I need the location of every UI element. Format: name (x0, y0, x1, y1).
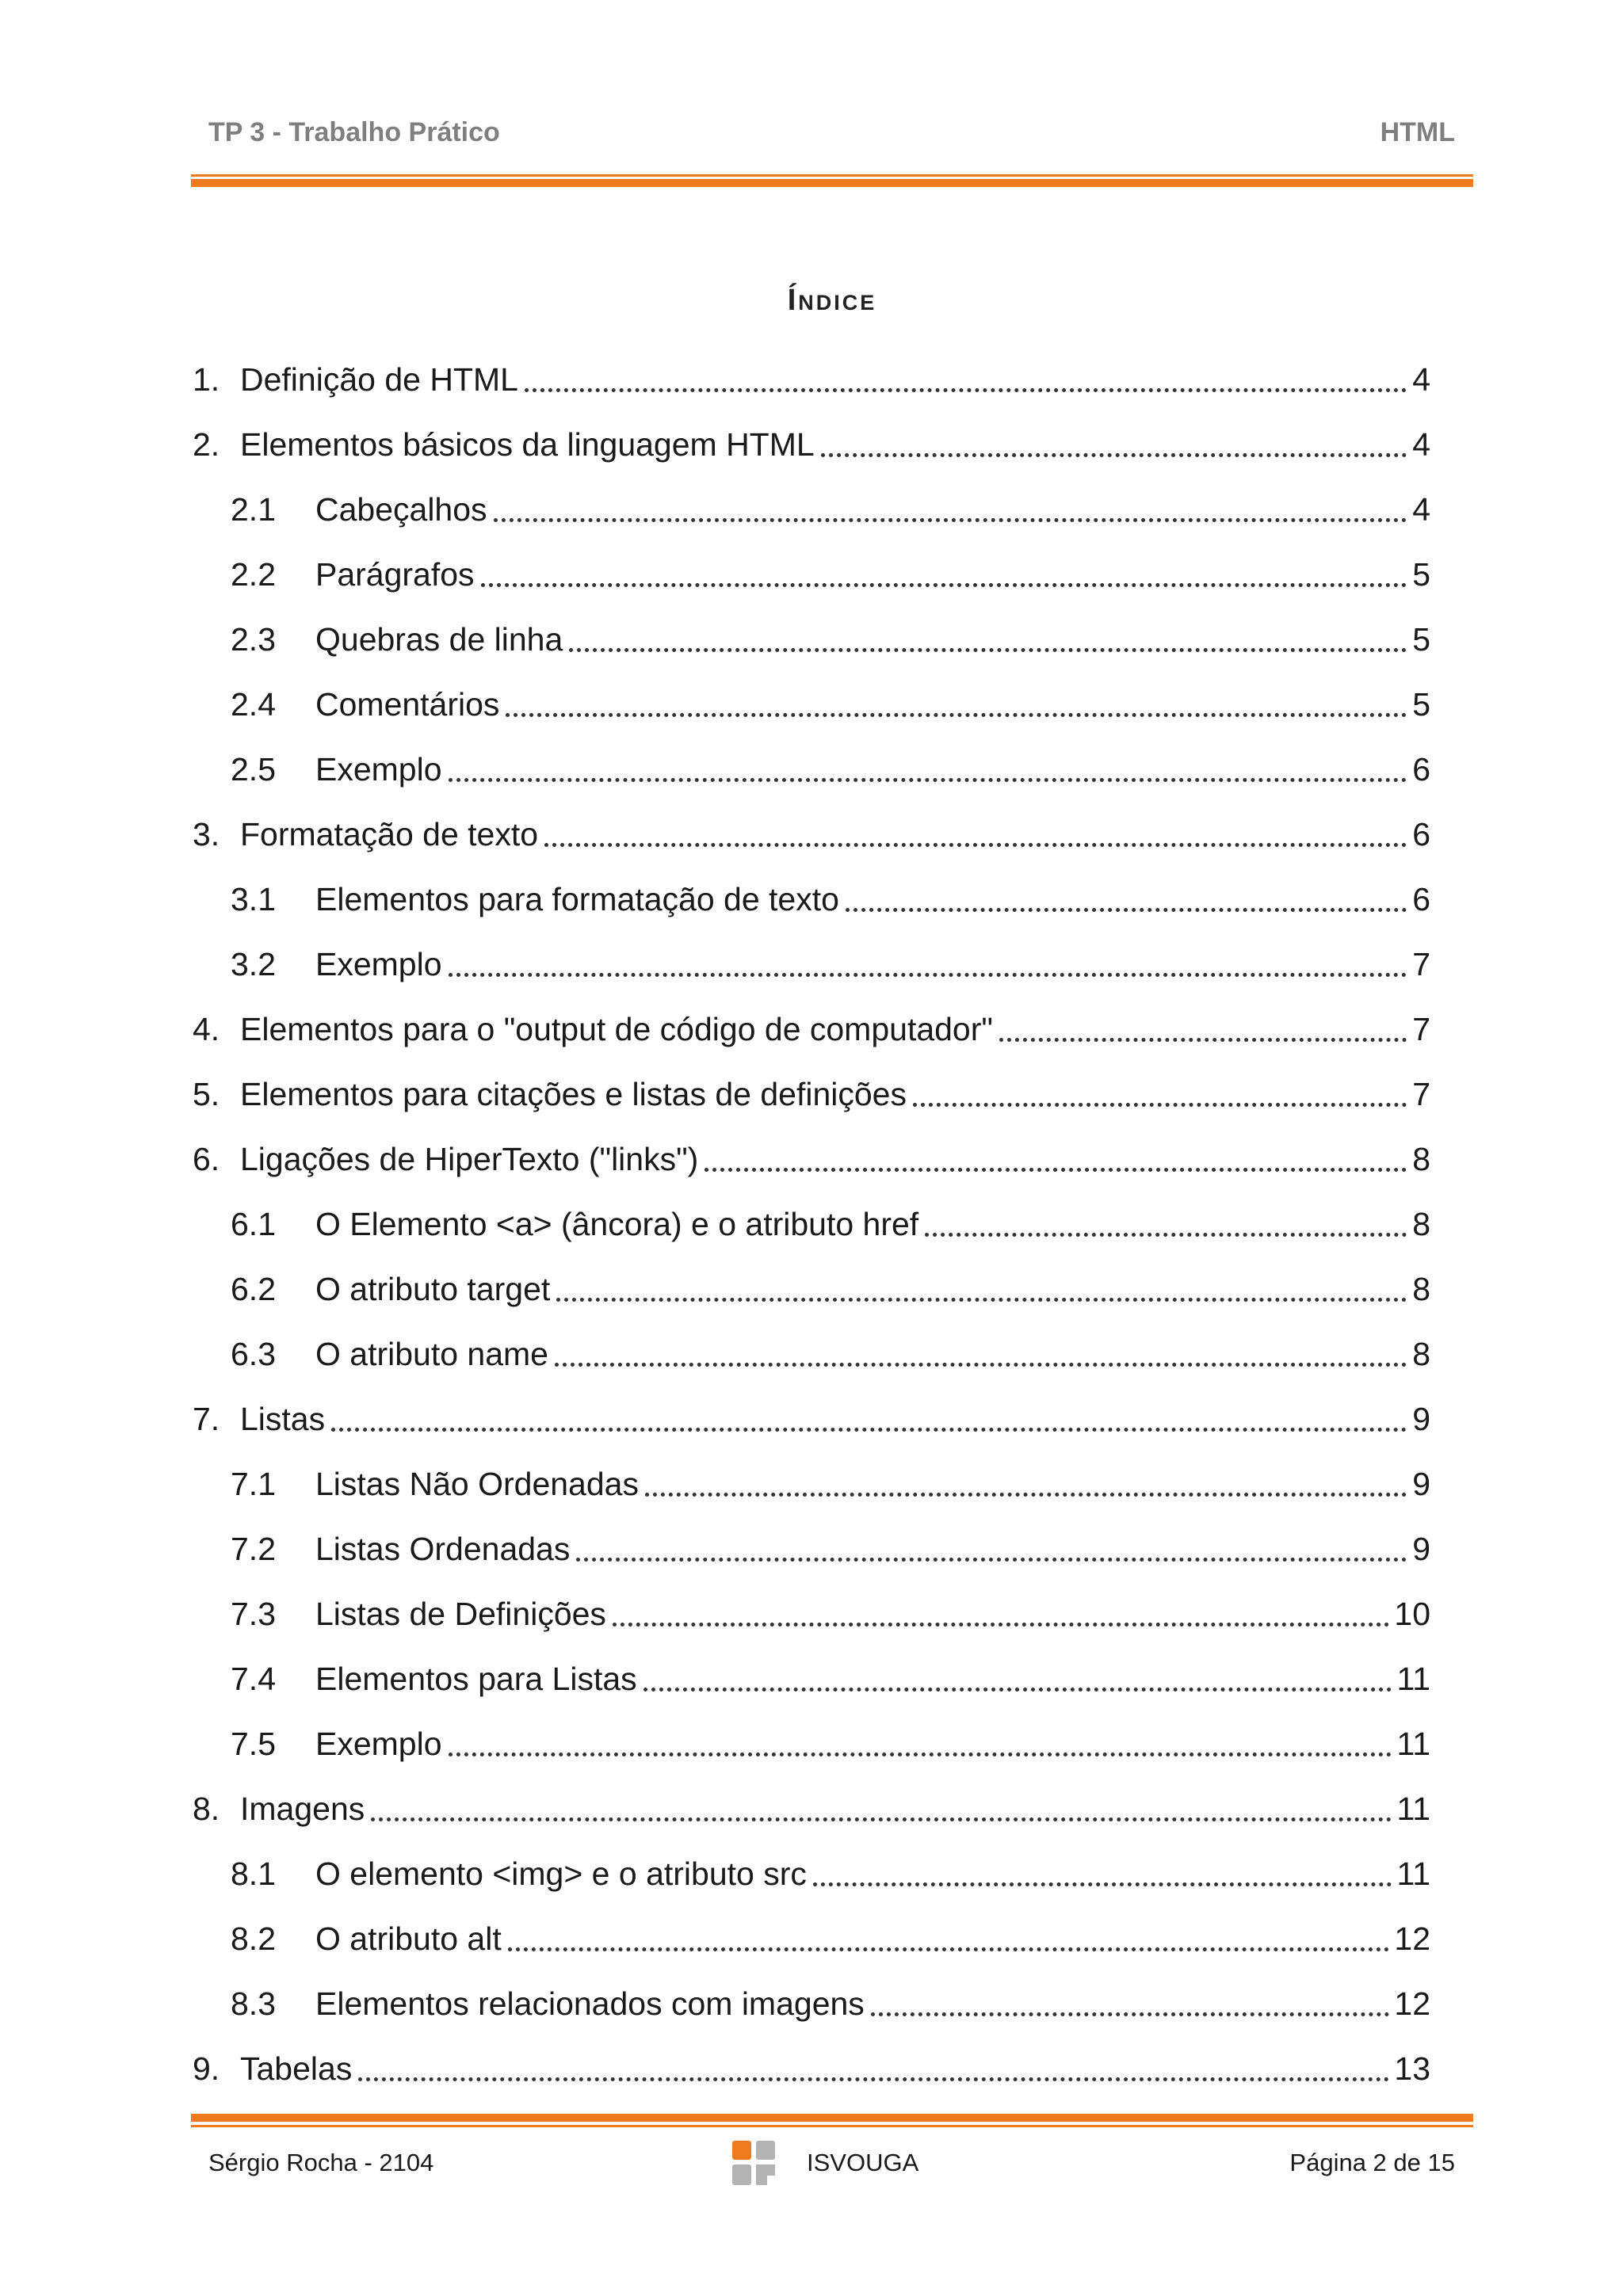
toc-entry-label: Tabelas (240, 2050, 353, 2087)
toc-entry-label: Ligações de HiperTexto ("links") (240, 1140, 699, 1177)
toc-title: Índice (787, 284, 877, 317)
toc-entry-page: 4 (1412, 360, 1430, 398)
toc-entry-page: 7 (1412, 1075, 1430, 1112)
toc-entry-number: 7.1 (231, 1465, 276, 1502)
toc-dot-leader (544, 843, 1407, 847)
toc-entry-number: 2.2 (231, 555, 276, 593)
toc-dot-leader (358, 2077, 1389, 2081)
toc-entry-label: O elemento <img> e o atributo src (315, 1855, 807, 1892)
toc-entry-label: Listas Ordenadas (315, 1530, 571, 1567)
toc-entry-label: Elementos para citações e listas de definições (240, 1075, 907, 1112)
toc-dot-leader (481, 583, 1407, 587)
toc-entry-page: 4 (1412, 425, 1430, 463)
toc-entry-page: 9 (1412, 1400, 1430, 1437)
toc-entry[interactable] (193, 2036, 1430, 2101)
toc-entry[interactable] (193, 1257, 1430, 1322)
toc-dot-leader (576, 1558, 1407, 1562)
toc-entry-number: 2.3 (231, 620, 276, 658)
toc-entry-label: O atributo target (315, 1270, 551, 1307)
footer-rule-thick (191, 2114, 1473, 2122)
toc-entry-number: 9. (193, 2050, 220, 2087)
toc-entry-number: 2.1 (231, 490, 276, 528)
toc-dot-leader (613, 1623, 1389, 1627)
toc-dot-leader (449, 778, 1407, 782)
toc-entry-page: 5 (1412, 555, 1430, 593)
toc-entry-label: Elementos para formatação de texto (315, 880, 839, 917)
toc-entry-page: 11 (1396, 1725, 1430, 1762)
toc-entry[interactable] (193, 1906, 1430, 1971)
toc-entry-page: 8 (1412, 1335, 1430, 1372)
footer-page-number: Página 2 de 15 (1289, 2149, 1455, 2176)
toc-entry-label: Exemplo (315, 945, 442, 982)
toc-entry-label: Parágrafos (315, 555, 475, 593)
toc-entry-page: 11 (1396, 1855, 1430, 1892)
header-document-title: TP 3 - Trabalho Prático (208, 117, 500, 147)
toc-entry[interactable] (193, 672, 1430, 737)
toc-entry-number: 7.2 (231, 1530, 276, 1567)
toc-entry-number: 7.4 (231, 1660, 276, 1697)
toc-entry-number: 3.1 (231, 880, 276, 917)
toc-entry-label: Listas Não Ordenadas (315, 1465, 639, 1502)
toc-entry[interactable] (193, 1192, 1430, 1257)
toc-entry-page: 6 (1412, 750, 1430, 788)
toc-entry-number: 6. (193, 1140, 220, 1177)
toc-dot-leader (569, 648, 1407, 652)
toc-entry-label: Elementos básicos da linguagem HTML (240, 425, 815, 463)
footer-author: Sérgio Rocha - 2104 (208, 2149, 434, 2176)
toc-entry-label: Elementos relacionados com imagens (315, 1985, 865, 2022)
toc-entry-label: Cabeçalhos (315, 490, 487, 528)
toc-entry[interactable] (193, 1776, 1430, 1841)
toc-entry-number: 5. (193, 1075, 220, 1112)
toc-entry-page: 12 (1394, 1920, 1430, 1957)
toc-entry[interactable] (193, 477, 1430, 542)
toc-entry-page: 9 (1412, 1465, 1430, 1502)
toc-dot-leader (705, 1168, 1407, 1172)
toc-entry-number: 2.5 (231, 750, 276, 788)
toc-entry[interactable] (193, 932, 1430, 997)
toc-entry-label: O Elemento <a> (âncora) e o atributo href (315, 1205, 919, 1242)
toc-dot-leader (506, 713, 1407, 717)
toc-entry[interactable] (193, 737, 1430, 802)
toc-entry-page: 13 (1394, 2050, 1430, 2087)
toc-dot-leader (494, 518, 1407, 522)
toc-entry[interactable] (193, 1841, 1430, 1906)
toc-entry-number: 6.2 (231, 1270, 276, 1307)
isvouga-logo-icon (731, 2139, 778, 2187)
toc-entry-page: 8 (1412, 1270, 1430, 1307)
toc-dot-leader (555, 1363, 1407, 1367)
toc-entry-page: 10 (1394, 1595, 1430, 1632)
toc-entry-number: 8.3 (231, 1985, 276, 2022)
toc-entry-number: 2. (193, 425, 220, 463)
toc-dot-leader (846, 908, 1407, 912)
toc-entry[interactable] (193, 412, 1430, 477)
toc-dot-leader (645, 1493, 1407, 1497)
toc-entry[interactable] (193, 1322, 1430, 1386)
toc-entry-label: Definição de HTML (240, 360, 518, 398)
toc-entry-number: 7.5 (231, 1725, 276, 1762)
toc-entry[interactable] (193, 542, 1430, 607)
header-topic: HTML (1380, 117, 1455, 147)
toc-entry[interactable] (193, 1062, 1430, 1127)
toc-entry-label: Quebras de linha (315, 620, 563, 658)
toc-dot-leader (371, 1817, 1392, 1821)
toc-entry-page: 12 (1394, 1985, 1430, 2022)
toc-dot-leader (821, 453, 1407, 457)
toc-dot-leader (525, 388, 1407, 392)
toc-entry[interactable] (193, 1646, 1430, 1711)
toc-entry[interactable] (193, 802, 1430, 867)
toc-entry-number: 8.2 (231, 1920, 276, 1957)
toc-entry[interactable] (193, 1971, 1430, 2036)
toc-entry-number: 3. (193, 815, 220, 852)
toc-entry[interactable] (193, 867, 1430, 932)
toc-dot-leader (925, 1233, 1407, 1237)
toc-entry[interactable] (193, 347, 1430, 412)
toc-entry-number: 6.3 (231, 1335, 276, 1372)
toc-entry-page: 9 (1412, 1530, 1430, 1567)
toc-entry[interactable] (193, 607, 1430, 672)
toc-entry-label: Elementos para o "output de código de computador" (240, 1010, 993, 1047)
header-rule-thin (191, 174, 1473, 177)
toc-entry-page: 5 (1412, 620, 1430, 658)
toc-entry-page: 8 (1412, 1205, 1430, 1242)
toc-dot-leader (999, 1038, 1407, 1042)
toc-entry-label: Listas de Definições (315, 1595, 606, 1632)
toc-entry-number: 8.1 (231, 1855, 276, 1892)
toc-entry-page: 11 (1396, 1660, 1430, 1697)
toc-entry[interactable] (193, 1451, 1430, 1516)
toc-entry-page: 8 (1412, 1140, 1430, 1177)
toc-entry-number: 3.2 (231, 945, 276, 982)
toc-entry-number: 1. (193, 360, 220, 398)
toc-entry[interactable] (193, 1516, 1430, 1581)
toc-dot-leader (331, 1428, 1407, 1432)
toc-dot-leader (871, 2012, 1390, 2016)
toc-entry-label: O atributo alt (315, 1920, 502, 1957)
toc-dot-leader (556, 1298, 1407, 1302)
toc-entry-label: Formatação de texto (240, 815, 539, 852)
toc-entry-label: Elementos para Listas (315, 1660, 637, 1697)
toc-entry-page: 11 (1396, 1790, 1430, 1827)
toc-entry-label: Comentários (315, 685, 500, 723)
toc-dot-leader (449, 973, 1407, 977)
header-rule-thick (191, 179, 1473, 187)
toc-entry[interactable] (193, 1127, 1430, 1192)
footer-rule-thin (191, 2125, 1473, 2127)
toc-entry-number: 4. (193, 1010, 220, 1047)
toc-dot-leader (813, 1882, 1392, 1886)
toc-entry-number: 7. (193, 1400, 220, 1437)
toc-dot-leader (913, 1103, 1407, 1107)
footer-institution: ISVOUGA (807, 2149, 919, 2176)
toc-entry-label: Exemplo (315, 750, 442, 788)
toc-entry[interactable] (193, 1711, 1430, 1776)
toc-entry-page: 7 (1412, 1010, 1430, 1047)
toc-entry-label: O atributo name (315, 1335, 548, 1372)
toc-entry-page: 6 (1412, 880, 1430, 917)
toc-entry-number: 7.3 (231, 1595, 276, 1632)
toc-entry[interactable] (193, 1581, 1430, 1646)
toc-entry[interactable] (193, 1386, 1430, 1451)
toc-dot-leader (643, 1688, 1392, 1691)
toc-entry-page: 5 (1412, 685, 1430, 723)
toc-entry-number: 6.1 (231, 1205, 276, 1242)
toc-dot-leader (508, 1947, 1390, 1951)
toc-dot-leader (449, 1753, 1392, 1756)
toc-entry-number: 8. (193, 1790, 220, 1827)
toc-entry-page: 7 (1412, 945, 1430, 982)
toc-entry[interactable] (193, 997, 1430, 1062)
toc-entry-number: 2.4 (231, 685, 276, 723)
toc-entry-label: Listas (240, 1400, 326, 1437)
toc-entry-label: Exemplo (315, 1725, 442, 1762)
toc-entry-page: 4 (1412, 490, 1430, 528)
toc-entry-page: 6 (1412, 815, 1430, 852)
table-of-contents (193, 347, 1430, 2101)
toc-entry-label: Imagens (240, 1790, 365, 1827)
